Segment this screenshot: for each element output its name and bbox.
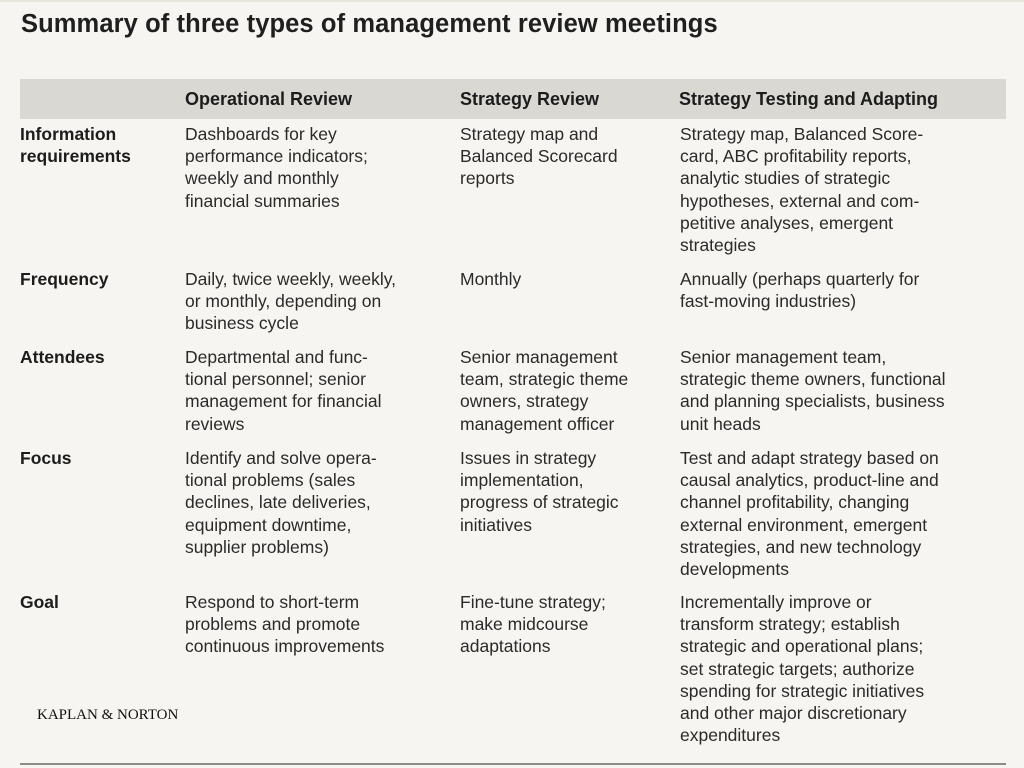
table-cell: Departmental and func- tional personnel; senior management for financial reviews — [185, 347, 382, 434]
table-cell: Fine-tune strategy; make midcourse adaptations — [460, 592, 606, 657]
table-cell: Issues in strategy implementation, progress of strategic initiatives — [460, 448, 619, 535]
table-cell: Strategy map, Balanced Score- card, ABC profitability reports, analytic studies of strategic hypotheses, external and com- petitive analyses, emergent strategies — [680, 124, 924, 256]
table-cell: Incrementally improve or transform strategy; establish strategic and operational plans; set strategic targets; authorize spending for strategic initiatives and other major discretionary expenditures — [680, 592, 925, 746]
row-label-attendees: Attendees — [20, 347, 105, 367]
row-label-frequency: Frequency — [20, 269, 109, 289]
row-label-information-requirements: Information requirements — [20, 124, 131, 166]
row-label-goal: Goal — [20, 592, 59, 612]
table-bottom-rule — [20, 763, 1006, 765]
table-cell: Monthly — [460, 269, 522, 289]
column-header-operational-review: Operational Review — [185, 89, 353, 109]
table-cell: Senior management team, strategic theme owners, strategy management officer — [460, 347, 629, 434]
table-cell: Dashboards for key performance indicators; weekly and monthly financial summaries — [185, 124, 368, 211]
table-cell: Senior management team, strategic theme owners, functional and planning specialists, business unit heads — [680, 347, 946, 434]
table-cell: Test and adapt strategy based on causal analytics, product-line and channel profitability, changing external environment, emergent strategies, and new technology developments — [680, 448, 939, 580]
table-cell: Annually (perhaps quarterly for fast-moving industries) — [680, 269, 920, 312]
source-credit: KAPLAN & NORTON — [37, 707, 179, 723]
table-cell: Strategy map and Balanced Scorecard reports — [460, 124, 618, 189]
table-cell: Identify and solve opera- tional problems (sales declines, late deliveries, equipment downtime, supplier problems) — [185, 448, 377, 557]
column-header-strategy-review: Strategy Review — [460, 89, 600, 109]
column-header-strategy-testing: Strategy Testing and Adapting — [679, 89, 939, 109]
row-label-focus: Focus — [20, 448, 72, 468]
top-rule — [0, 0, 1024, 2]
table-cell: Respond to short-term problems and promote continuous improvements — [185, 592, 385, 657]
page-title: Summary of three types of management review meetings — [21, 10, 718, 38]
table-cell: Daily, twice weekly, weekly, or monthly, depending on business cycle — [185, 269, 397, 334]
